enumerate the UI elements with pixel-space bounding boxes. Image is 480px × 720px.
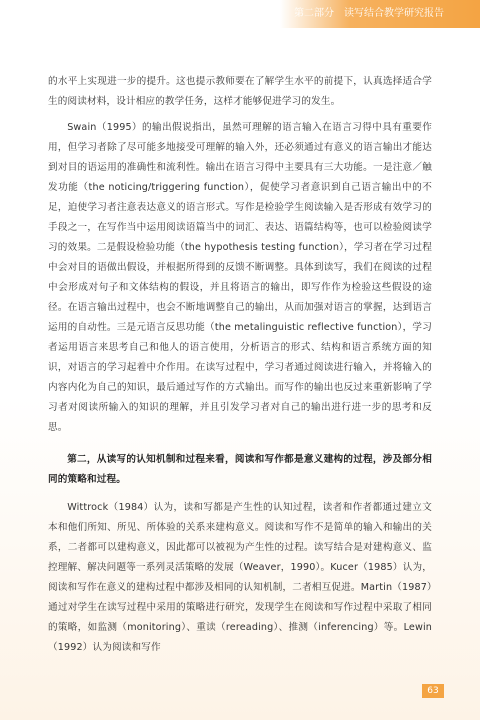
section-header-tag [280,0,480,28]
page-body [48,72,432,664]
paragraph-continuation: 的水平上实现进一步的提升。这也提示教师要在了解学生水平的前提下，认真选择适合学生的阅读材料，设计相应的教学任务，这样才能够促进学习的发生。 [48,76,432,107]
section-label: 第二部分 读写结合教学研究报告 [294,8,444,19]
section-heading: 第二，从读写的认知机制和过程来看，阅读和写作都是意义建构的过程，涉及部分相同的策略和过程。 [48,454,432,485]
paragraph-wittrock: Wittrock（1984）认为，读和写都是产生性的认知过程，读者和作者都通过建立文本和他们所知、所见、所体验的关系来建构意义。阅读和写作不是简单的输入和输出的关系，二者都可以建构意义，因此都可以被视为产生性的过程。读写结合是对建构意义、监控理解、解决问题等一系列灵活策略的发展（Weaver，1990）。Kucer（1985）认为，阅读和写作在意义的建构过程中都涉及相同的认知机制，二者相互促进。Martin（1987）通过对学生在读写过程中采用的策略进行研究，发现学生在阅读和写作过程中采取了相同的策略，如监测（monitoring）、重读（rereading）、推测（inferencing）等。Lewin（1992）认为阅读和写作 [48,502,432,653]
page-number-badge [422,684,444,698]
paragraph-swain: Swain（1995）的输出假说指出，虽然可理解的语言输入在语言习得中具有重要作用，但学习者除了尽可能多地接受可理解的输入外，还必须通过有意义的语言输出才能达到对目的语运用的准确性和流利性。输出在语言习得中主要具有三大功能。一是注意／触发功能（the noticing/triggering function），促使学习者意识到自己语言输出中的不足，迫使学习者注意表达意义的语言形式。写作是检验学生阅读输入是否形成有效学习的手段之一，在写作当中运用阅读语篇当中的词汇、表达、语篇结构等，也可以检验阅读学习的效果。二是假设检验功能（the hypothesis testing function），学习者在学习过程中会对目的语做出假设，并根据所得到的反馈不断调整。具体到读写，我们在阅读的过程中会形成对句子和文体结构的假设，并且将语言的输出，即写作作为检验这些假设的途径。在语言输出过程中，也会不断地调整自己的输出，从而加强对语言的掌握，达到语言运用的自动性。三是元语言反思功能（the metalinguistic reflective function），学习者运用语言来思考自己和他人的语言使用，分析语言的形式、结构和语言系统方面的知识，对语言的学习起着中介作用。在读写过程中，学习者通过阅读进行输入，并将输入的内容内化为自己的知识，最后通过写作的方式输出。而写作的输出也反过来重新影响了学习者对阅读所输入的知识的理解，并且引发学习者对自己的输出进行进一步的思考和反思。 [48,122,432,433]
page-number: 63 [427,686,439,696]
